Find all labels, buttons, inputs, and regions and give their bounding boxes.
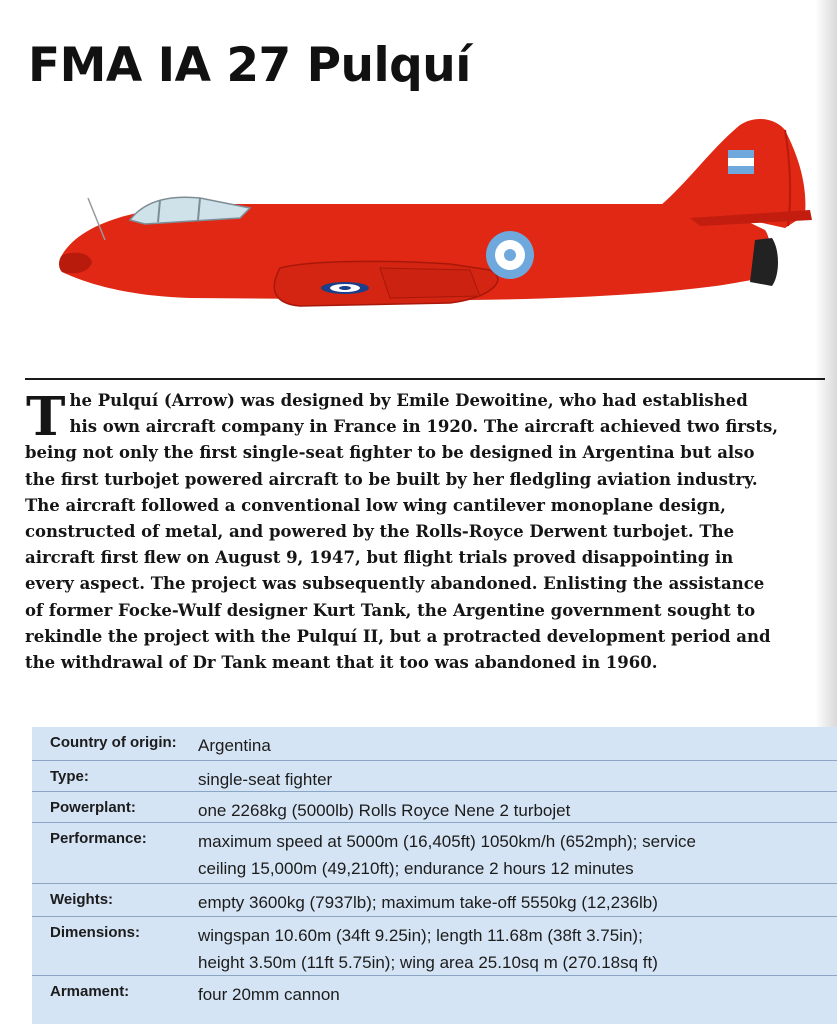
spec-value-line: ceiling 15,000m (49,210ft); endurance 2 hours 12 minutes <box>198 859 634 878</box>
spec-row-country <box>32 727 837 761</box>
spec-label: Performance: <box>50 830 147 847</box>
aircraft-illustration <box>50 100 820 350</box>
spec-value <box>198 761 837 795</box>
spec-row-armament <box>32 976 837 1008</box>
spec-row-powerplant <box>32 792 837 823</box>
description-line: the withdrawal of Dr Tank meant that it too was abandoned in 1960. <box>25 653 658 673</box>
spec-row-type <box>32 761 837 792</box>
wing-roundel <box>321 282 369 294</box>
description-line: The aircraft followed a conventional low wing cantilever monoplane design, <box>25 495 726 515</box>
spec-value <box>198 884 837 918</box>
description-line: rekindle the project with the Pulquí II, but a protracted development period and <box>25 626 771 646</box>
spec-label: Type: <box>50 768 89 785</box>
spec-label: Armament: <box>50 983 130 1000</box>
spec-value-line: Argentina <box>198 736 271 755</box>
spec-value-line: single-seat fighter <box>198 770 333 789</box>
spec-value-line: wingspan 10.60m (34ft 9.25in); length 11.68m (38ft 3.75in); <box>198 926 643 945</box>
spec-value <box>198 823 837 884</box>
description-line: being not only the first single-seat fighter to be designed in Argentina but also <box>25 443 755 463</box>
description-line: the first turbojet powered aircraft to be built by her fledgling aviation industry. <box>25 469 758 489</box>
page-title: FMA IA 27 Pulquí <box>28 38 471 93</box>
spec-value <box>198 976 837 1010</box>
spec-row-weights <box>32 884 837 917</box>
description-paragraph <box>25 388 825 676</box>
description-line: of former Focke-Wulf designer Kurt Tank, the Argentine government sought to <box>25 600 756 620</box>
spec-row-performance <box>32 823 837 884</box>
description-line: his own aircraft company in France in 1920. The aircraft achieved two firsts, <box>69 417 778 437</box>
spec-label: Powerplant: <box>50 799 136 816</box>
spec-value-line: empty 3600kg (7937lb); maximum take-off 5550kg (12,236lb) <box>198 893 658 912</box>
description-line: every aspect. The project was subsequently abandoned. Enlisting the assistance <box>25 574 765 594</box>
spec-value <box>198 917 837 978</box>
table-bottom-padding <box>32 1008 837 1024</box>
fuselage-roundel <box>486 231 534 279</box>
description-line: aircraft first flew on August 9, 1947, but flight trials proved disappointing in <box>25 548 734 568</box>
description-line: constructed of metal, and powered by the Rolls-Royce Derwent turbojet. The <box>25 522 735 542</box>
spec-value-line: maximum speed at 5000m (16,405ft) 1050km/h (652mph); service <box>198 832 696 851</box>
description-line: he Pulquí (Arrow) was designed by Emile Dewoitine, who had established <box>69 391 748 410</box>
spec-label: Weights: <box>50 891 114 908</box>
spec-label: Country of origin: <box>50 734 177 751</box>
spec-value-line: four 20mm cannon <box>198 985 340 1004</box>
specifications-table <box>32 727 837 1024</box>
spec-value <box>198 727 837 761</box>
spec-label: Dimensions: <box>50 924 141 941</box>
spec-value-line: height 3.50m (11ft 5.75in); wing area 25.10sq m (270.18sq ft) <box>198 953 658 972</box>
section-divider <box>25 378 825 380</box>
drop-cap: T <box>26 386 66 448</box>
spec-value <box>198 792 837 826</box>
spec-row-dimensions <box>32 917 837 976</box>
fin-flag <box>728 150 754 174</box>
spec-value-line: one 2268kg (5000lb) Rolls Royce Nene 2 turbojet <box>198 801 571 820</box>
